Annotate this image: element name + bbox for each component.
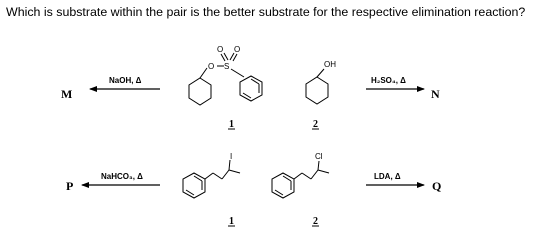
atom-o-sulfonyl-1: O: [217, 45, 224, 54]
substrate-1-alkyl-iodide: [183, 160, 240, 198]
reagent-nahco3: NaHCO₃, Δ: [101, 172, 143, 181]
atom-oh: OH: [324, 60, 336, 69]
substrate-1-label-bottom: 1: [229, 216, 234, 227]
substrate-2-label-top: 2: [313, 119, 318, 130]
reagent-naoh: NaOH, Δ: [109, 76, 142, 85]
atom-o-sulfonyl-2: O: [234, 45, 241, 54]
product-n-label: N: [431, 87, 440, 101]
substrate-2-label-bottom: 2: [313, 216, 318, 227]
product-p-label: P: [66, 179, 74, 193]
question-text: Which is substrate within the pair is the better substrate for the respective elimination reaction?: [6, 5, 526, 19]
substrate-1-label-top: 1: [229, 119, 234, 130]
substrate-1-cyclohexyl-sulfonate: [189, 53, 262, 105]
reagent-lda: LDA, Δ: [374, 172, 401, 181]
atom-o-ester: O: [208, 62, 215, 71]
substrate-2-cyclohexanol: [306, 69, 328, 104]
product-m-label: M: [61, 87, 73, 101]
reagent-h2so4: H₂SO₄, Δ: [371, 76, 406, 85]
substrate-2-alkyl-chloride: [272, 161, 329, 198]
atom-s: S: [224, 62, 230, 71]
atom-i: I: [230, 152, 233, 161]
atom-cl: Cl: [315, 152, 323, 161]
product-q-label: Q: [432, 179, 442, 193]
